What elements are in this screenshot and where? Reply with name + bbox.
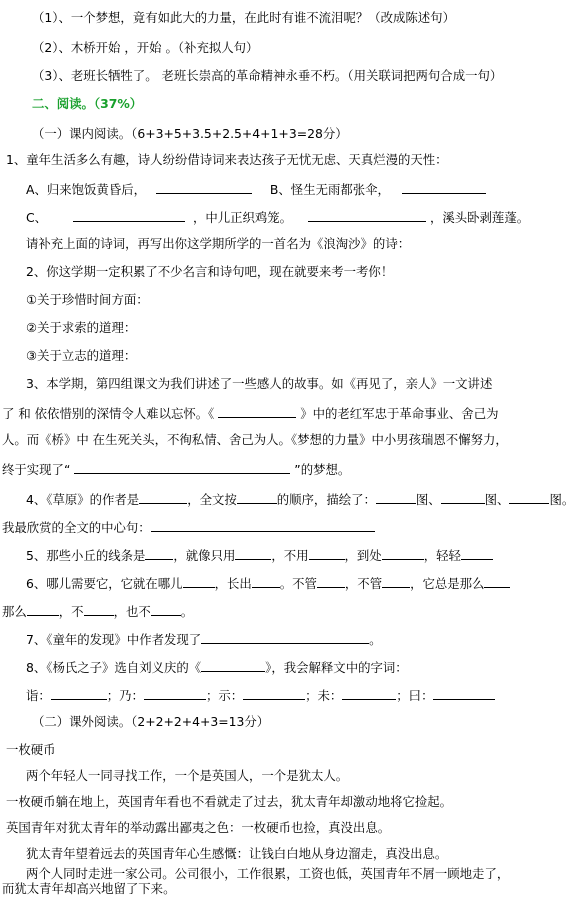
question-2-item-seeking: ②关于求索的道理： (26, 320, 137, 335)
question-6-line-1 (26, 574, 510, 592)
q4-blank-center-sentence[interactable] (151, 518, 375, 532)
question-4-line-2 (2, 518, 375, 536)
question-1-line-c (26, 208, 529, 226)
question-5-text-e: ，轻轻 (423, 548, 461, 563)
question-5-text-b: ，就像只用 (173, 548, 236, 563)
question-6-text-e: ，它总是那么 (410, 576, 485, 591)
question-1-sub: 请补充上面的诗词，再写出你这学期所学的一首名为《浪淘沙》的诗： (26, 236, 411, 251)
question-3-line-2 (2, 404, 498, 422)
q4-blank-author[interactable] (139, 490, 187, 504)
poem-c-end: ，溪头卧剥莲蓬。 (429, 210, 530, 225)
q4-blank-picture-2[interactable] (441, 490, 485, 504)
word-shi-blank[interactable] (243, 686, 305, 700)
question-4-text-b: ，全文按 (187, 492, 237, 507)
question-3-blank-1[interactable] (218, 404, 296, 418)
question-6-line-2 (2, 602, 193, 620)
question-8-text-a: 8、《杨氏之子》选自刘义庆的《 (26, 660, 202, 675)
question-4-text-e: 图、 (484, 492, 510, 507)
q6-blank-1[interactable] (183, 574, 215, 588)
q6-blank-2[interactable] (252, 574, 280, 588)
q5-blank-5[interactable] (461, 546, 493, 560)
part-in-class-reading-title: （一）课内阅读。（6+3+5+3.5+2.5+4+1+3=28分） (32, 126, 348, 141)
q5-blank-4[interactable] (382, 546, 424, 560)
story-paragraph-1: 两个年轻人一同寻找工作，一个是英国人，一个是犹太人。 (26, 768, 349, 783)
story-paragraph-5a: 两个人同时走进一家公司。公司很小，工作很累，工资也低，英国青年不屑一顾地走了， (26, 866, 510, 881)
question-7-text-b: 。 (369, 632, 382, 647)
question-1-line-ab (26, 180, 486, 198)
question-3-text-b: 》中的老红军忠于革命事业、舍己为 (300, 406, 499, 421)
question-7-text-a: 7、《童年的发现》中作者发现了 (26, 632, 202, 647)
question-4-text-g: 我最欣赏的全文的中心句： (2, 520, 151, 535)
question-6-text-c: 。不管 (279, 576, 317, 591)
question-4-text-a: 4、《草原》的作者是 (26, 492, 140, 507)
q4-blank-picture-1[interactable] (376, 490, 416, 504)
section-reading-title: 二、阅读。（37%） (32, 96, 143, 111)
poem-c-middle: ，中儿正织鸡笼。 (192, 210, 293, 225)
question-8-text-b: 》，我会解释文中的字词： (265, 660, 408, 675)
question-3-line-1: 3、本学期，第四组课文为我们讲述了一些感人的故事。如《再见了，亲人》一文讲述 (26, 376, 493, 391)
q5-blank-2[interactable] (235, 546, 271, 560)
question-2-item-ambition: ③关于立志的道理： (26, 348, 137, 363)
question-3-text-a: 了 和 依依惜别的深情令人难以忘怀。《 (2, 406, 215, 421)
word-nai-blank[interactable] (144, 686, 206, 700)
question-3-blank-2[interactable] (74, 460, 290, 474)
q6-blank-5[interactable] (484, 574, 510, 588)
poem-c-blank-2[interactable] (308, 208, 426, 222)
question-4-line-1 (26, 490, 574, 508)
story-paragraph-3: 英国青年对犹太青年的举动露出鄙夷之色：一枚硬币也捡，真没出息。 (6, 820, 391, 835)
word-nai-label: ；乃： (106, 688, 144, 703)
question-6-text-d: ，不管 (344, 576, 383, 591)
question-rewrite-statement: （1）、一个梦想，竟有如此大的力量，在此时有谁不流泪呢？（改成陈述句） (32, 10, 455, 25)
question-4-text-f: 图。 (549, 492, 574, 507)
q6-blank-8[interactable] (151, 602, 181, 616)
question-5-text-c: ，不用 (271, 548, 309, 563)
question-6-text-a: 6、哪儿需要它，它就在哪儿 (26, 576, 183, 591)
question-8-line-1 (26, 658, 408, 676)
q6-blank-7[interactable] (84, 602, 114, 616)
q6-blank-4[interactable] (382, 574, 410, 588)
story-paragraph-2: 一枚硬币躺在地上，英国青年看也不看就走了过去，犹太青年却激动地将它捡起。 (6, 794, 453, 809)
question-5-text-a: 5、那些小丘的线条是 (26, 548, 146, 563)
question-6-text-f: 那么 (2, 604, 27, 619)
poem-c-blank-1[interactable] (73, 208, 185, 222)
question-4-text-d: 图、 (415, 492, 441, 507)
question-3-text-c: 终于实现了“ (2, 462, 71, 477)
q8-blank-book[interactable] (201, 658, 265, 672)
word-yi-blank[interactable] (51, 686, 107, 700)
story-paragraph-4: 犹太青年望着远去的英国青年心生感慨：让钱白白地从身边溜走，真没出息。 (26, 846, 448, 861)
question-6-text-b: ，长出 (214, 576, 252, 591)
question-combine-sentences: （3）、老班长牺牲了。 老班长崇高的革命精神永垂不朽。（用关联词把两句合成一句） (32, 68, 503, 83)
question-3-text-d: ”的梦想。 (294, 462, 351, 477)
story-title: 一枚硬币 (6, 742, 56, 757)
question-7-line (26, 630, 382, 648)
question-3-line-3: 人。而《桥》中 在生死关头，不徇私情、舍己为人。《梦想的力量》中小男孩瑞恩不懈努力， (2, 432, 508, 447)
question-2-stem: 2、你这学期一定积累了不少名言和诗句吧，现在就要来考一考你！ (26, 264, 394, 279)
word-shi-label: ；示： (205, 688, 244, 703)
question-6-text-h: ，也不 (113, 604, 151, 619)
q4-blank-order[interactable] (237, 490, 277, 504)
word-wei-label: ；未： (305, 688, 343, 703)
q6-blank-3[interactable] (317, 574, 345, 588)
story-paragraph-5b: 而犹太青年却高兴地留了下来。 (2, 881, 176, 896)
q4-blank-picture-3[interactable] (509, 490, 549, 504)
poem-b-blank[interactable] (402, 180, 486, 194)
word-yue-label: ；曰： (396, 688, 434, 703)
word-yue-blank[interactable] (433, 686, 495, 700)
question-1-stem: 1、童年生活多么有趣，诗人纷纷借诗词来表达孩子无忧无虑、天真烂漫的天性： (6, 152, 448, 167)
question-personification: （2）、木桥开始 ，开始 。（补充拟人句） (32, 40, 259, 55)
question-5-text-d: ，到处 (344, 548, 382, 563)
q5-blank-1[interactable] (145, 546, 173, 560)
question-5-line (26, 546, 493, 564)
q6-blank-6[interactable] (27, 602, 59, 616)
part-extracurricular-reading-title: （二）课外阅读。（2+2+2+4+3=13分） (32, 714, 270, 729)
q7-blank[interactable] (201, 630, 369, 644)
poem-c-label: C、 (26, 210, 48, 225)
question-2-item-time: ①关于珍惜时间方面： (26, 292, 149, 307)
question-8-line-2 (26, 686, 495, 704)
question-4-text-c: 的顺序，描绘了： (276, 492, 376, 507)
word-wei-blank[interactable] (342, 686, 396, 700)
question-6-text-i: 。 (180, 604, 194, 619)
poem-a-blank[interactable] (156, 180, 252, 194)
word-yi-label: 诣： (26, 688, 51, 703)
poem-b-label: B、怪生无雨都张伞， (269, 182, 390, 197)
poem-a-label: A、归来饱饭黄昏后， (26, 182, 146, 197)
question-6-text-g: ，不 (58, 604, 84, 619)
question-3-line-4 (2, 460, 350, 478)
q5-blank-3[interactable] (309, 546, 345, 560)
